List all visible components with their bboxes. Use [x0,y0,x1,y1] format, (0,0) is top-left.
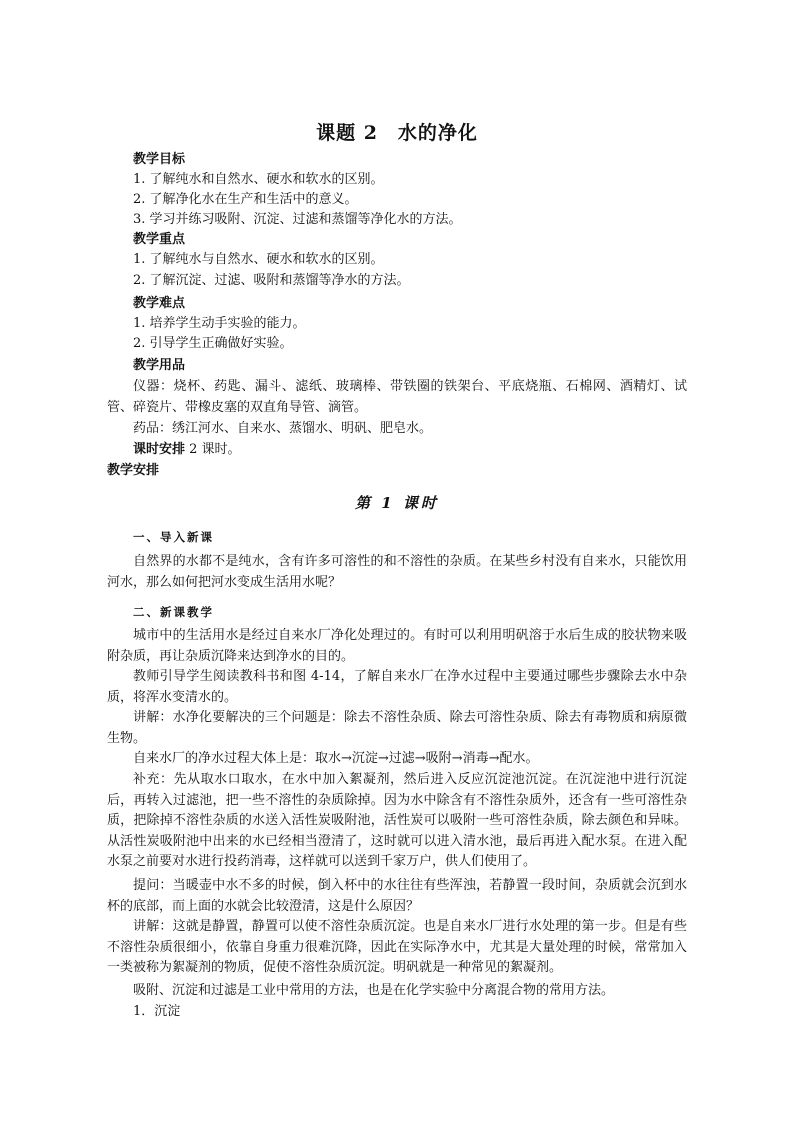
paragraph: 提问：当暖壶中水不多的时候，倒入杯中的水往往有些浑浊，若静置一段时间，杂质就会沉到水杯的底部，而上面的水就会比较澄清，这是什么原因？ [107,878,687,914]
schedule-value: 2 课时。 [189,442,241,457]
paragraph: 补充：先从取水口取水，在水中加入絮凝剂，然后进入反应沉淀池沉淀。在沉淀池中进行沉淀后，再转入过滤池，把一些不溶性的杂质除掉。因为水中除含有不溶性杂质外，还含有一些可溶性杂质，把除掉不溶性杂质的水送入活性炭吸附池，活性炭可以吸附一些可溶性杂质，除去颜色和异味。从活性炭吸附池中出来的水已经相当澄清了，这时就可以进入清水池，最后再进入配水泵。在进入配水泵之前要对水进行投药消毒，这样就可以送到千家万户，供人们使用了。 [107,772,687,869]
goal-item: 2. 了解净化水在生产和生活中的意义。 [133,192,358,207]
difficulty-item: 1. 培养学生动手实验的能力。 [133,316,306,331]
section-heading-new-lesson: 二、新课教学 [133,605,214,619]
supplies-heading: 教学用品 [133,358,186,373]
arrangement-heading: 教学安排 [107,463,160,478]
paragraph: 自来水厂的净水过程大体上是：取水→沉淀→过滤→吸附→消毒→配水。 [133,751,539,766]
goal-item: 1. 了解纯水和自然水、硬水和软水的区别。 [133,172,384,187]
page-title: 课题 2 水的净化 [316,122,478,144]
numbered-item: 1．沉淀 [133,1004,181,1019]
paragraph: 吸附、沉淀和过滤是工业中常用的方法，也是在化学实验中分离混合物的常用方法。 [133,983,615,998]
paragraph: 城市中的生活用水是经过自来水厂净化处理过的。有时可以利用明矾溶于水后生成的胶状物来吸附杂质，再让杂质沉降来达到净水的目的。 [107,628,687,664]
difficulties-heading: 教学难点 [133,296,186,311]
goals-heading: 教学目标 [133,152,186,167]
key-points-heading: 教学重点 [133,232,186,247]
schedule-label: 课时安排 [133,442,186,457]
section-heading-intro: 一、导入新课 [133,530,214,544]
paragraph: 讲解：水净化要解决的三个问题是：除去不溶性杂质、除去可溶性杂质、除去有毒物质和病原微生物。 [107,710,687,746]
goal-item: 3. 学习并练习吸附、沉淀、过滤和蒸馏等净化水的方法。 [133,212,462,227]
instruments-text: 仪器：烧杯、药匙、漏斗、滤纸、玻璃棒、带铁圈的铁架台、平底烧瓶、石棉网、酒精灯、试管、碎瓷片、带橡皮塞的双直角导管、滴管。 [107,379,687,415]
paragraph: 讲解：这就是静置，静置可以使不溶性杂质沉淀。也是自来水厂进行水处理的第一步。但是有些不溶性杂质很细小，依靠自身重力很难沉降，因此在实际净水中，尤其是大量处理的时候，常常加入一类被称为絮凝剂的物质，促使不溶性杂质沉淀。明矾就是一种常见的絮凝剂。 [107,919,687,975]
paragraph: 教师引导学生阅读教科书和图 4-14，了解自来水厂在净水过程中主要通过哪些步骤除去水中杂质，将浑水变清水的。 [107,669,687,705]
intro-paragraph: 自然界的水都不是纯水，含有许多可溶性的和不溶性的杂质。在某些乡村没有自来水，只能饮用河水，那么如何把河水变成生活用水呢？ [107,554,687,590]
key-point-item: 2. 了解沉淀、过滤、吸附和蒸馏等净水的方法。 [133,273,410,288]
schedule-line [133,440,241,460]
difficulty-item: 2. 引导学生正确做好实验。 [133,336,293,351]
key-point-item: 1. 了解纯水与自然水、硬水和软水的区别。 [133,252,384,267]
chemicals-text: 药品：绣江河水、自来水、蒸馏水、明矾、肥皂水。 [133,421,433,436]
lesson-heading: 第 1 课时 [355,494,439,512]
